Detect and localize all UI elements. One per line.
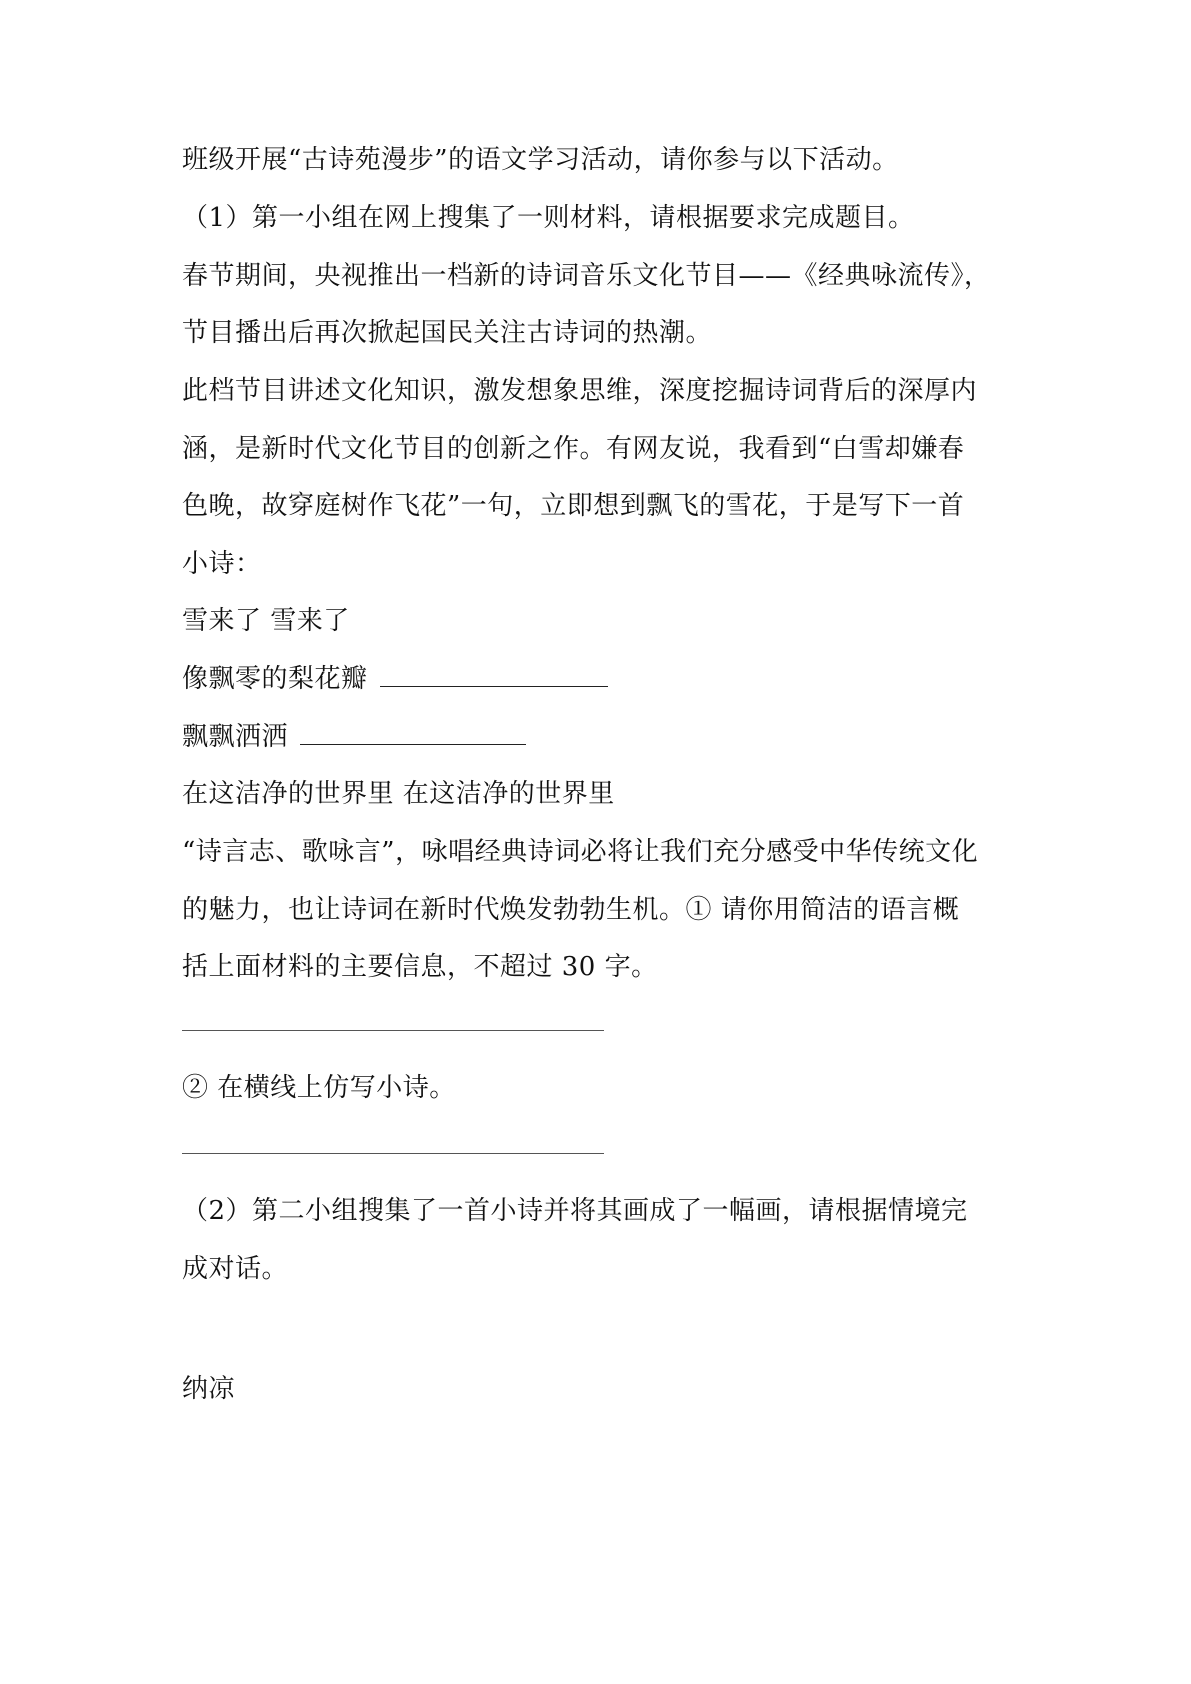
material-paragraph-3b: 的魅力，也让诗词在新时代焕发勃勃生机。① 请你用简洁的语言概 — [182, 895, 960, 925]
material-paragraph-2a: 此档节目讲述文化知识，激发想象思维，深度挖掘诗词背后的深厚内 — [182, 376, 978, 406]
poem-line-3: 飘飘洒洒 — [182, 722, 289, 752]
material-paragraph-2b: 涵，是新时代文化节目的创新之作。有网友说，我看到“白雪却嫌春 — [182, 434, 965, 464]
material-paragraph-1b: 节目播出后再次掀起国民关注古诗词的热潮。 — [182, 318, 713, 348]
answer-line-2[interactable] — [182, 1153, 604, 1154]
poem-line-2: 像飘零的梨花瓣 — [182, 664, 368, 694]
question-2a: （2）第二小组搜集了一首小诗并将其画成了一幅画，请根据情境完 — [182, 1196, 968, 1226]
question-1: （1）第一小组在网上搜集了一则材料，请根据要求完成题目。 — [182, 203, 915, 233]
question-2b: 成对话。 — [182, 1254, 289, 1284]
material-paragraph-2d: 小诗： — [182, 549, 262, 579]
poem-line-3-row — [182, 717, 1022, 757]
poem-line-2-row — [182, 659, 1022, 699]
poem-title: 纳凉 — [182, 1374, 236, 1404]
sub-question-2: ② 在横线上仿写小诗。 — [182, 1073, 456, 1103]
intro-text: 班级开展“古诗苑漫步”的语文学习活动，请你参与以下活动。 — [182, 145, 899, 175]
poem-line-1: 雪来了 雪来了 — [182, 606, 350, 636]
poem-blank-1[interactable] — [380, 664, 608, 687]
material-paragraph-3c: 括上面材料的主要信息，不超过 30 字。 — [182, 952, 658, 982]
material-paragraph-1a: 春节期间，央视推出一档新的诗词音乐文化节目——《经典咏流传》， — [182, 261, 991, 291]
material-paragraph-3a: “诗言志、歌咏言”，咏唱经典诗词必将让我们充分感受中华传统文化 — [182, 837, 979, 867]
material-paragraph-2c: 色晚，故穿庭树作飞花”一句，立即想到飘飞的雪花，于是写下一首 — [182, 491, 965, 521]
answer-line-1[interactable] — [182, 1030, 604, 1031]
poem-line-4: 在这洁净的世界里 在这洁净的世界里 — [182, 779, 615, 809]
poem-blank-2[interactable] — [300, 722, 526, 745]
